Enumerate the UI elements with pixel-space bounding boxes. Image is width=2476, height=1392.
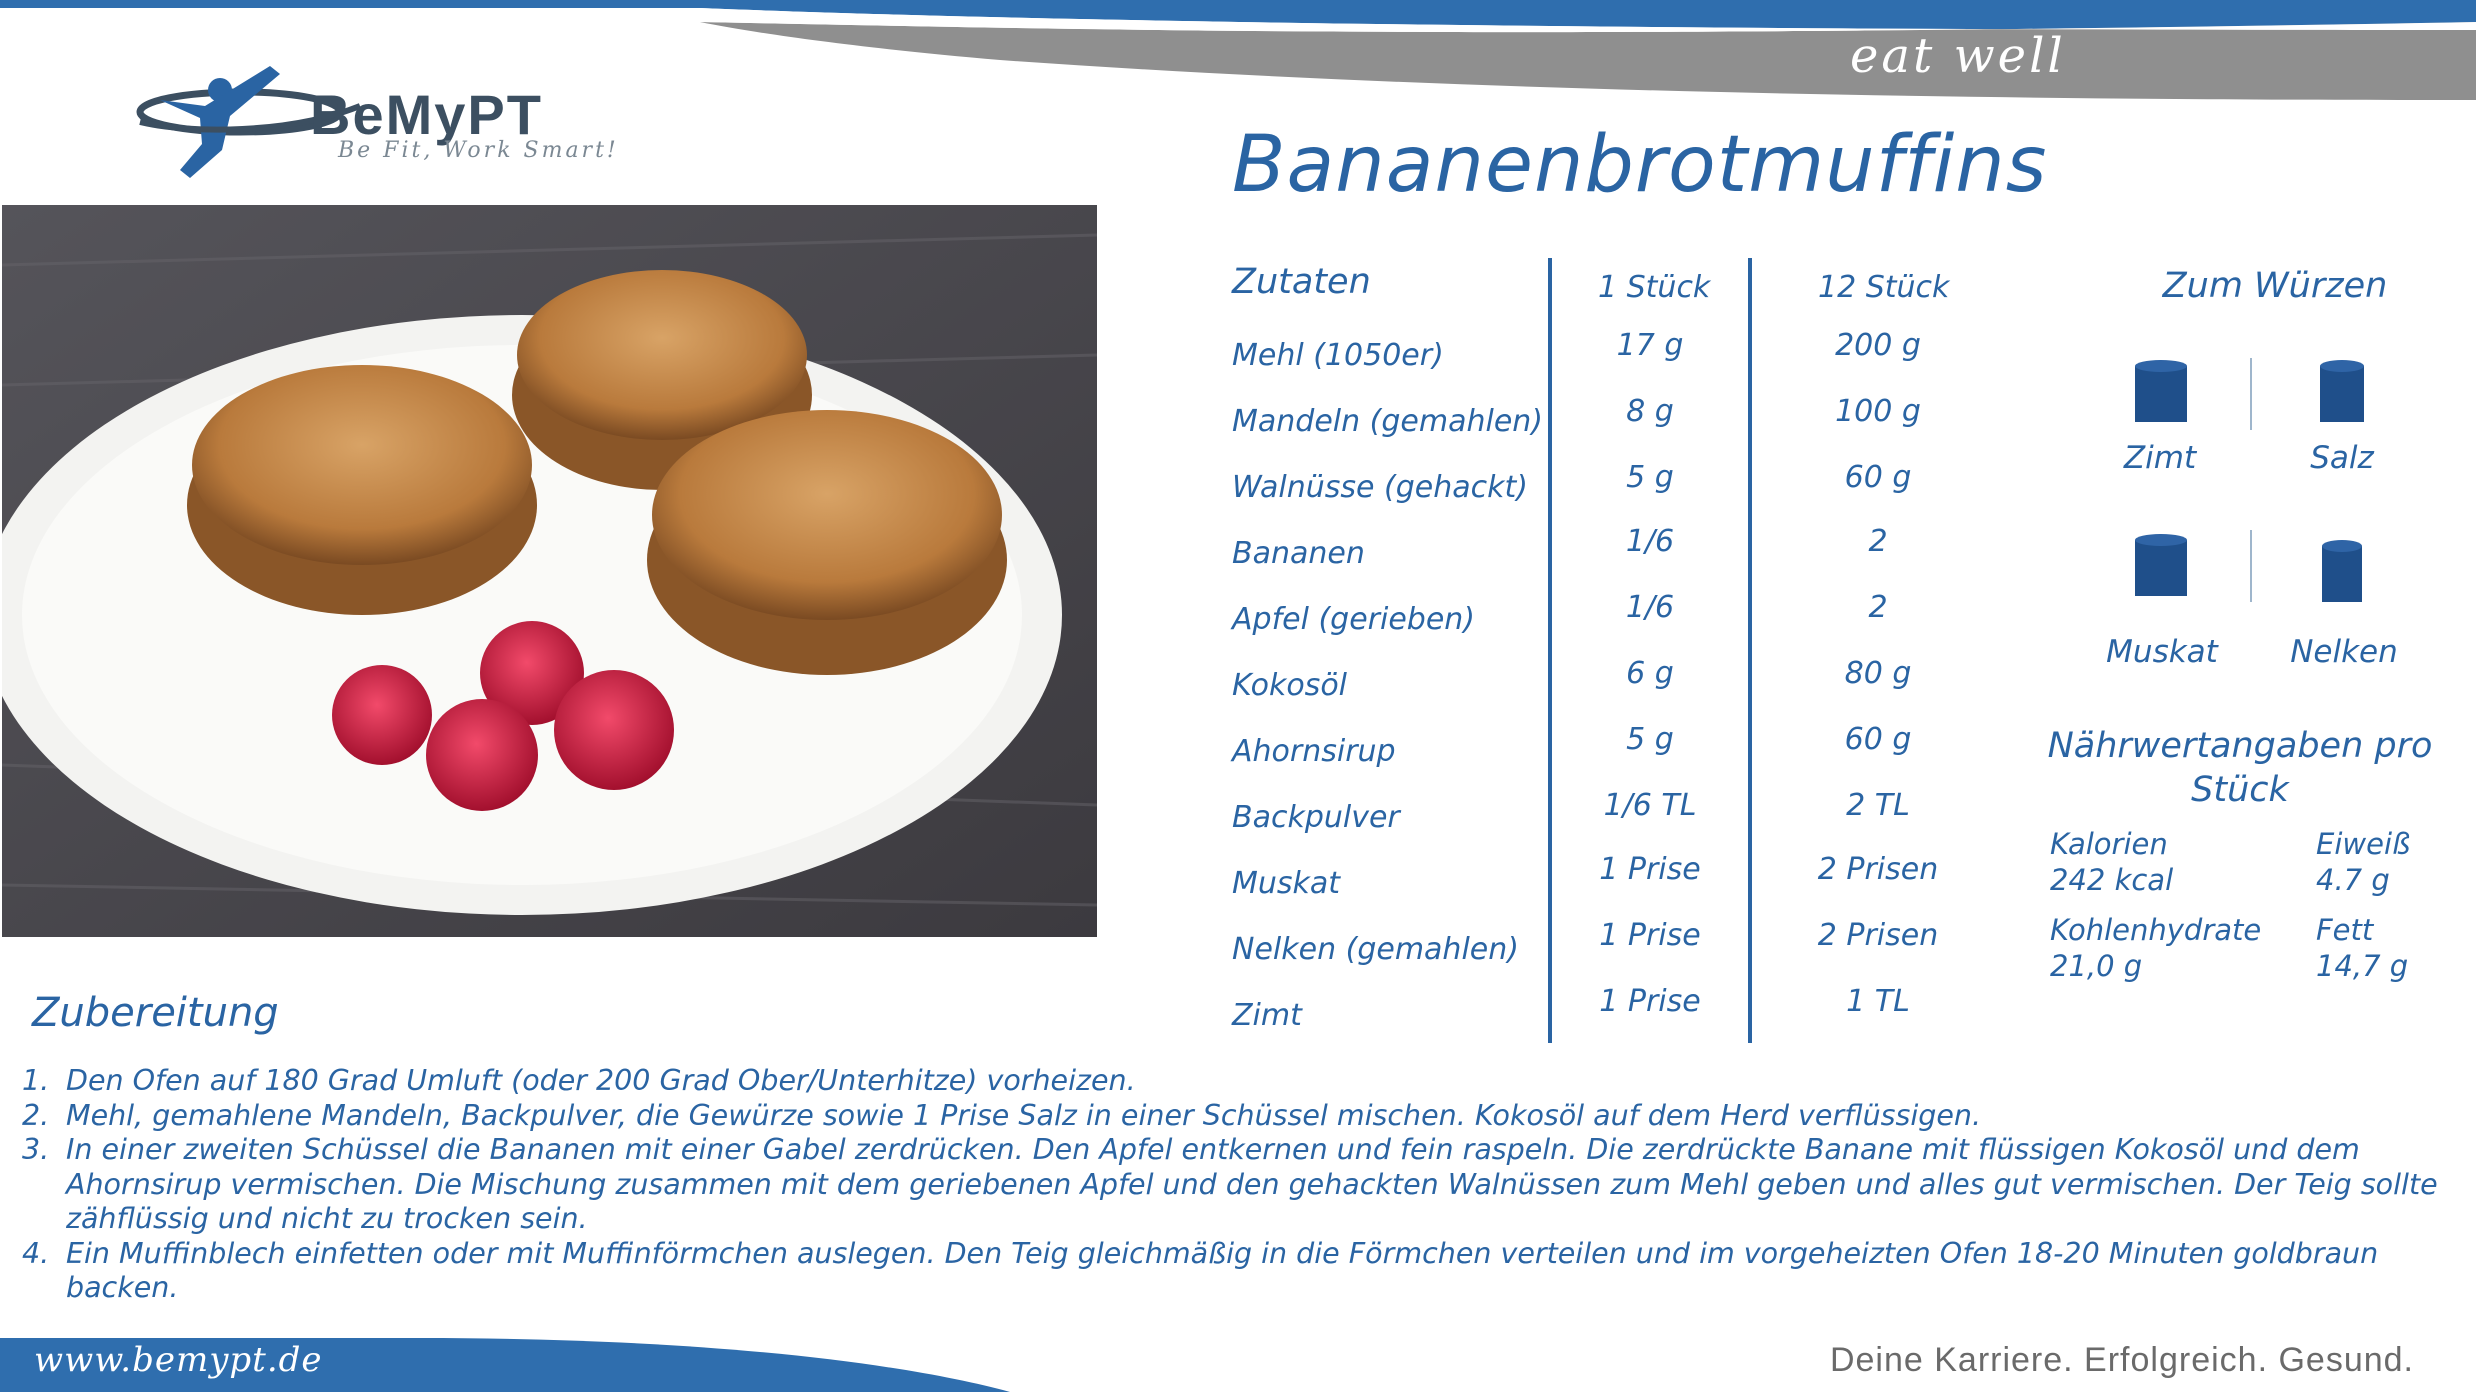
spice-jar-icon	[2135, 360, 2187, 422]
brand-slogan: Be Fit, Work Smart!	[338, 138, 619, 163]
ingredient-amount-1: 1/6 TL	[1603, 788, 1697, 823]
step-text: Mehl, gemahlene Mandeln, Backpulver, die Gewürze sowie 1 Prise Salz in einer Schüssel mischen. Kokosöl auf dem Herd verflüssigen.	[66, 1098, 1981, 1132]
nutrition-heading: Nährwertangaben pro Stück	[2047, 726, 2433, 810]
ingredient-name: Kokosöl	[1232, 668, 1348, 703]
ingredient-amount-1: 1/6	[1625, 524, 1675, 559]
col-1-heading: 1 Stück	[1598, 270, 1711, 305]
ingredient-amount-1: 5 g	[1626, 460, 1674, 495]
spice-jar-icon	[2135, 534, 2187, 596]
spice-jar-icon	[2316, 540, 2368, 602]
ingredient-amount-1: 17 g	[1616, 328, 1684, 363]
ingredients-heading: Zutaten	[1232, 262, 1371, 302]
preparation-steps	[22, 1064, 2442, 1306]
ingredient-amount-1: 8 g	[1626, 394, 1674, 429]
ingredient-amount-12: 2	[1868, 524, 1888, 559]
nutrition-value: 242 kcal	[2050, 863, 2174, 897]
ingredient-name: Apfel (gerieben)	[1232, 602, 1476, 637]
muffin-photo	[2, 205, 1097, 937]
ingredient-name: Mehl (1050er)	[1232, 338, 1444, 373]
spices-heading: Zum Würzen	[2162, 266, 2388, 306]
nutrition-label: Kalorien	[2050, 827, 2168, 861]
footer-claim: Deine Karriere. Erfolgreich. Gesund.	[1829, 1341, 2414, 1379]
ingredient-amount-1: 6 g	[1626, 656, 1674, 691]
ingredient-name: Nelken (gemahlen)	[1232, 932, 1519, 967]
ingredient-name: Zimt	[1232, 998, 1302, 1033]
spice-label: Nelken	[2290, 634, 2398, 670]
ingredient-name: Muskat	[1232, 866, 1341, 901]
step-item: 2. Mehl, gemahlene Mandeln, Backpulver, die Gewürze sowie 1 Prise Salz in einer Schüssel mischen. Kokosöl auf dem Herd verflüssigen.	[22, 1098, 1981, 1132]
spice-divider	[2250, 358, 2252, 430]
footer-url[interactable]: www.bemypt.de	[34, 1340, 323, 1380]
nutrition-value: 21,0 g	[2050, 949, 2143, 983]
ingredient-amount-12: 2 TL	[1846, 788, 1910, 823]
step-text: In einer zweiten Schüssel die Bananen mit einer Gabel zerdrücken. Den Apfel entkernen und fein raspeln. Die zerdrückte Banane mit flüssigen Kokosöl und dem Ahornsirup vermischen. Die Mischung zusammen mit dem geriebenen Apfel und den gehackten Walnüssen zum Mehl geben und alles gut vermischen. Der Teig sollte zähflüssig und nicht zu trocken sein.	[66, 1133, 2438, 1235]
nutrition-label: Eiweiß	[2316, 827, 2411, 861]
ingredient-amount-1: 1/6	[1625, 590, 1675, 625]
ingredient-amount-12: 60 g	[1844, 460, 1912, 495]
ingredient-amount-12: 2 Prisen	[1817, 852, 1939, 887]
nutrition-value: 14,7 g	[2316, 949, 2409, 983]
ingredient-amount-1: 5 g	[1626, 722, 1674, 757]
col-12-heading: 12 Stück	[1818, 270, 1950, 305]
ingredient-name: Walnüsse (gehackt)	[1232, 470, 1528, 505]
nutrition-label: Kohlenhydrate	[2050, 913, 2262, 947]
ingredient-amount-1: 1 Prise	[1599, 984, 1701, 1019]
ingredient-amount-12: 80 g	[1844, 656, 1912, 691]
brand-name: BeMyPT	[310, 83, 543, 146]
ingredient-name: Mandeln (gemahlen)	[1232, 404, 1544, 439]
ingredient-amount-12: 2	[1868, 590, 1888, 625]
ingredient-name: Backpulver	[1232, 800, 1400, 835]
step-text: Den Ofen auf 180 Grad Umluft (oder 200 Grad Ober/Unterhitze) vorheizen.	[66, 1064, 1136, 1097]
ingredient-amount-12: 2 Prisen	[1817, 918, 1939, 953]
nutrition-label: Fett	[2316, 913, 2374, 947]
spice-jar-icon	[2316, 360, 2368, 422]
ingredient-name: Ahornsirup	[1232, 734, 1396, 769]
ingredient-amount-1: 1 Prise	[1599, 852, 1701, 887]
step-text: Ein Muffinblech einfetten oder mit Muffinförmchen auslegen. Den Teig gleichmäßig in die Förmchen verteilen und im vorgeheizten Ofen 18-20 Minuten goldbraun backen.	[66, 1236, 2379, 1304]
preparation-heading: Zubereitung	[32, 990, 279, 1036]
spice-label: Zimt	[2123, 440, 2197, 476]
ingredient-name: Bananen	[1232, 536, 1365, 571]
step-item: 3. In einer zweiten Schüssel die Bananen mit einer Gabel zerdrücken. Den Apfel entkernen und fein raspeln. Die zerdrückte Banane mit flüssigen Kokosöl und dem Ahornsirup vermischen. Die Mischung zusammen mit dem geriebenen Apfel und den gehackten Walnüssen zum Mehl geben und alles gut vermischen. Der Teig sollte zähflüssig und nicht zu trocken sein.	[22, 1133, 2438, 1235]
spice-divider	[2250, 530, 2252, 602]
recipe-title: Bananenbrotmuffins	[1232, 120, 2048, 210]
spice-label: Salz	[2310, 440, 2374, 476]
header-tagline: eat well	[1850, 28, 2066, 84]
ingredient-amount-12: 100 g	[1835, 394, 1921, 429]
nutrition-value: 4.7 g	[2316, 863, 2390, 897]
spice-label: Muskat	[2106, 634, 2218, 670]
ingredient-amount-12: 200 g	[1835, 328, 1921, 363]
ingredient-amount-1: 1 Prise	[1599, 918, 1701, 953]
ingredient-amount-12: 1 TL	[1846, 984, 1910, 1019]
step-item: 1. Den Ofen auf 180 Grad Umluft (oder 200 Grad Ober/Unterhitze) vorheizen.	[22, 1064, 1136, 1097]
step-item: 4. Ein Muffinblech einfetten oder mit Muffinförmchen auslegen. Den Teig gleichmäßig in die Förmchen verteilen und im vorgeheizten Ofen 18-20 Minuten goldbraun backen.	[22, 1236, 2379, 1304]
ingredient-amount-12: 60 g	[1844, 722, 1912, 757]
